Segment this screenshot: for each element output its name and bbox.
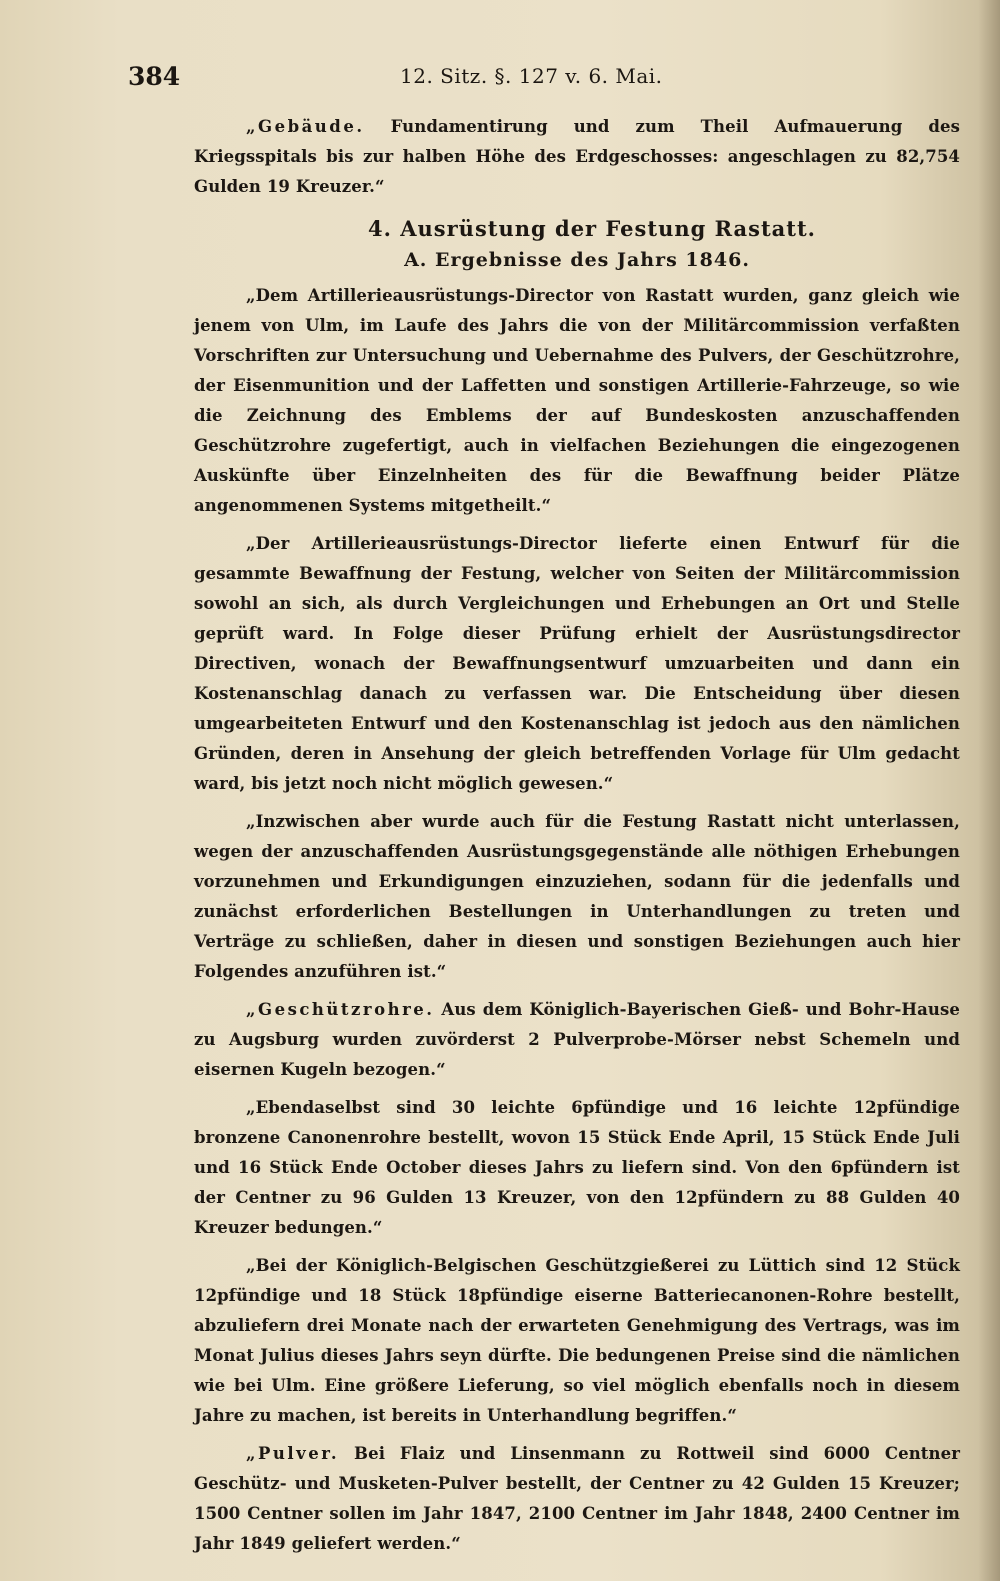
paragraph-cannon-order — [194, 1093, 960, 1243]
paragraph-armament-draft — [194, 529, 960, 799]
paragraph-geschuetzrohre — [194, 995, 960, 1085]
paragraph-pulver — [194, 1439, 960, 1559]
paragraph-text: „Dem Artillerieausrüstungs-Director von Rastatt wurden, ganz gleich wie jenem von Ulm, im Laufe des Jahrs die von der Militärcommission verfaßten Vorschriften zur Untersuchung und Uebernahme des Pulvers, der Geschützrohre, der Eisenmunition und der Laffetten und sonstigen Artillerie-Fahrzeuge, so wie die Zeichnung des Emblems der auf Bundeskosten anzuschaffenden Geschützrohre zugefertigt, auch in vielfachen Beziehungen die eingezogenen Auskünfte über Einzelnheiten des für die Bewaffnung beider Plätze angenommenen Systems mitgetheilt.“ — [194, 286, 960, 515]
paragraph-text: Bei Flaiz und Linsenmann zu Rottweil sind 6000 Centner Geschütz- und Musketen-Pulver bestellt, der Centner zu 42 Gulden 15 Kreuzer; 1500 Centner sollen im Jahr 1847, 2100 Centner im Jahr 1848, 2400 Centner im Jahr 1849 geliefert werden.“ — [194, 1444, 960, 1553]
section-title: 4. Ausrüstung der Festung Rastatt. — [368, 216, 816, 241]
paragraph-meanwhile — [194, 807, 960, 987]
page-body — [194, 112, 960, 1567]
paragraph-text: „Inzwischen aber wurde auch für die Festung Rastatt nicht unterlassen, wegen der anzuschaffenden Ausrüstungsgegenstände alle nöthigen Erhebungen vorzunehmen und Erkundigungen einzuziehen, sodann für die jedenfalls und zunächst erforderlichen Bestellungen in Unterhandlungen zu treten und Verträge zu schließen, daher in diesen und sonstigen Beziehungen auch hier Folgendes anzuführen ist.“ — [194, 812, 960, 981]
paragraph-belgian-foundry — [194, 1251, 960, 1431]
page-number: 384 — [128, 62, 181, 91]
paragraph-text: „Ebendaselbst sind 30 leichte 6pfündige und 16 leichte 12pfündige bronzene Canonenrohre bestellt, wovon 15 Stück Ende April, 15 Stück Ende Juli und 16 Stück Ende October dieses Jahrs zu liefern sind. Von den 6pfündern ist der Centner zu 96 Gulden 13 Kreuzer, von den 12pfündern zu 88 Gulden 40 Kreuzer bedungen.“ — [194, 1098, 960, 1237]
page-header — [128, 62, 908, 98]
paragraph-text: Fundamentirung und zum Theil Aufmauerung des Kriegsspitals bis zur halben Höhe des Erdgeschosses: angeschlagen zu 82,754 Gulden 19 Kreuzer.“ — [194, 117, 960, 196]
paragraph-text: Aus dem Königlich-Bayerischen Gieß- und Bohr-Hause zu Augsburg wurden zuvörderst 2 Pulverprobe-Mörser nebst Schemeln und eisernen Kugeln bezogen.“ — [194, 1000, 960, 1079]
subsection-title: A. Ergebnisse des Jahrs 1846. — [404, 249, 750, 271]
paragraph-text: „Bei der Königlich-Belgischen Geschützgießerei zu Lüttich sind 12 Stück 12pfündige und 18 Stück 18pfündige eiserne Batteriecanonen-Rohre bestellt, abzuliefern drei Monate nach der erwarteten Genehmigung des Vertrags, was im Monat Julius dieses Jahrs seyn dürfte. Die bedungenen Preise sind die nämlichen wie bei Ulm. Eine größere Lieferung, so viel möglich ebenfalls noch in diesem Jahre zu machen, ist bereits in Unterhandlung begriffen.“ — [194, 1256, 960, 1425]
paragraph-text: „Der Artillerieausrüstungs-Director lieferte einen Entwurf für die gesammte Bewaffnung der Festung, welcher von Seiten der Militärcommission sowohl an sich, als durch Vergleichungen und Erhebungen an Ort und Stelle geprüft ward. In Folge dieser Prüfung erhielt der Ausrüstungsdirector Directiven, wonach der Bewaffnungsentwurf umzuarbeiten und dann ein Kostenanschlag danach zu verfassen war. Die Entscheidung über diesen umgearbeiteten Entwurf und den Kostenanschlag ist jedoch aus den nämlichen Gründen, deren in Ansehung der gleich betreffenden Vorlage für Ulm gedacht ward, bis jetzt noch nicht möglich gewesen.“ — [194, 534, 960, 793]
paragraph-gebaeude — [194, 112, 960, 202]
paragraph-lead: „Gebäude. — [246, 117, 365, 136]
running-head: 12. Sitz. §. 127 v. 6. Mai. — [400, 64, 663, 88]
paragraph-artillery-director — [194, 281, 960, 521]
paragraph-lead: „Pulver. — [246, 1444, 340, 1463]
page-edge-shadow — [978, 0, 1000, 1581]
paragraph-lead: „Geschützrohre. — [246, 1000, 435, 1019]
